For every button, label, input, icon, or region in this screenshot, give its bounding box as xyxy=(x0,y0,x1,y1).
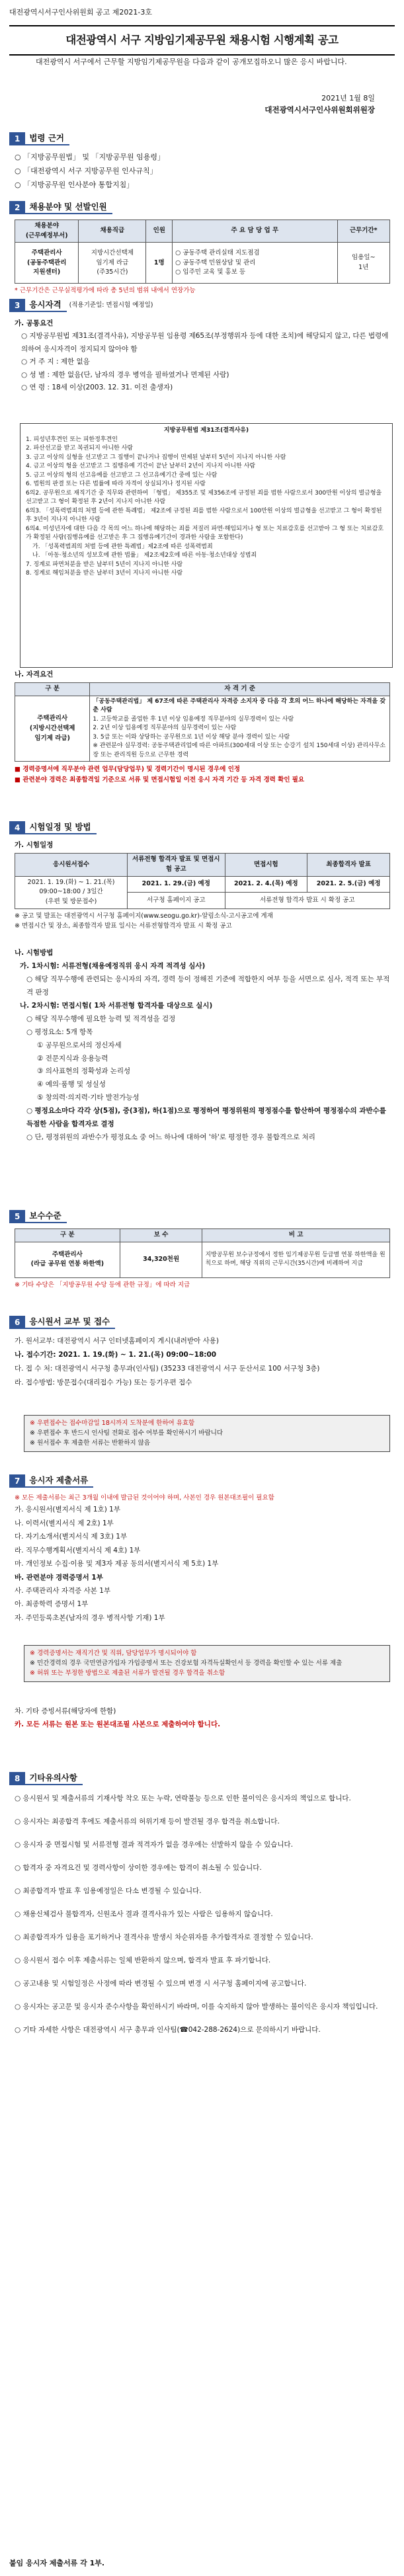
list-item: 나. 접수기간: 2021. 1. 19.(화) ~ 1. 21.(목) 09:00~18:00 xyxy=(15,1351,217,1359)
section-1-header xyxy=(9,132,69,145)
list-item: 나. 「아동·청소년의 성보호에 관한 법률」 제2조제2호에 따른 아동·청소년대상 성범죄 xyxy=(32,552,257,559)
list-item: 자. 주민등록초본(남자의 경우 병적사항 기재) 1부 xyxy=(15,1613,165,1622)
list-item: ○ 기타 자세한 사항은 대전광역시 서구 총무과 인사팀(☎042-288-2624)으로 문의하시기 바랍니다. xyxy=(15,2026,321,2034)
list-item: ○ 합격자 중 자격요건 및 경력사항이 상이한 경우에는 합격이 취소될 수 있습니다. xyxy=(15,1864,262,1872)
table-header: 면접시험 xyxy=(225,854,307,876)
recruitment-table-wrap xyxy=(15,220,390,296)
list-item: ○ 평정요소마다 각각 상(5점), 중(3점), 하(1점)으로 평정하여 평정위원의 평정점수를 합산하여 평정점수의 과반수를 득점한 사람을 합격자로 결정 xyxy=(26,1107,386,1129)
table-header: 비 고 xyxy=(202,1229,390,1242)
table-note: ■ 관련분야 경력은 최종합격일 기준으로 서류 및 면접시험일 이전 응시 자격 기간 등 자격 경력 확인 필요 xyxy=(15,776,305,784)
section-title: 응시자격 xyxy=(25,299,66,312)
list-item: 사. 주택관리사 자격증 사본 1부 xyxy=(15,1587,111,1595)
section-number: 1 xyxy=(9,132,25,145)
subsection-title: 나. 시험방법 xyxy=(15,949,54,957)
lead-note: ※ 모든 제출서류는 최근 3개월 이내에 발급된 것이어야 하며, 사본인 경우 원본대조필이 필요함 xyxy=(15,1494,274,1502)
salary-section xyxy=(15,1228,390,1290)
section-5-header xyxy=(9,1210,67,1223)
list-item: 가. 「성폭력범죄의 처벌 등에 관한 특례법」제2조에 따른 성폭력범죄 xyxy=(32,543,213,550)
list-item: 라. 직무수행계획서(별지서식 제 4호) 1부 xyxy=(15,1546,141,1554)
section-title: 법령 근거 xyxy=(25,132,69,145)
page-title: 대전광역시 서구 지방임기제공무원 채용시험 시행계획 공고 xyxy=(9,25,395,56)
section-title: 응시자 제출서류 xyxy=(25,1474,93,1488)
section-2-header xyxy=(9,201,112,214)
table-note: ※ 공고 및 발표는 대전광역시 서구청 홈페이지(www.seogu.go.kr)-알림소식-고시공고에 게재 xyxy=(15,912,273,920)
list-item: 라. 접수방법: 방문접수(대리접수 가능) 또는 등기우편 접수 xyxy=(15,1379,192,1387)
list-item: ⑤ 창의력·의지력·기타 발전가능성 xyxy=(37,1094,140,1102)
section-4-header xyxy=(9,821,97,834)
issuer: 대전광역시서구인사위원회위원장 xyxy=(264,105,375,114)
table-cell: 지방시간선택제 임기제 라급 (주35시간) xyxy=(79,243,146,284)
table-header: 서류전형 합격자 발표 및 면접시험 공고 xyxy=(128,854,225,876)
table-header: 근무기간* xyxy=(337,220,389,243)
section-3-header xyxy=(9,299,153,312)
section-number: 8 xyxy=(9,1772,25,1785)
recruitment-table xyxy=(15,220,390,284)
section-number: 7 xyxy=(9,1474,25,1488)
section-title: 응시원서 교부 및 접수 xyxy=(25,1316,115,1329)
list-item: 6의4. 미성년자에 대한 다음 각 목의 어느 하나에 해당하는 죄를 저질러 파면·해임되거나 형 또는 치료감호를 선고받아 그 형 또는 치료감호가 확정된 사람(집행유예를 선고받은 후 그 집행유예기간이 경과한 사람을 포함한다) xyxy=(26,525,384,541)
application-notice-box xyxy=(24,1415,390,1452)
subsection-title: 나. 자격요건 xyxy=(15,670,54,678)
box-title: 지방공무원법 제31조(결격사유) xyxy=(163,427,249,434)
law-item: ○ 「지방공무원 인사분야 통합지침」 xyxy=(15,180,134,189)
documents-notice-box xyxy=(24,1645,390,1682)
table-cell: 2021. 2. 5.(금) 예정 xyxy=(307,876,390,893)
list-item: 8. 징계로 해임처분을 받은 날부터 3년이 지나지 아니한 사람 xyxy=(26,570,183,577)
disqualification-box xyxy=(20,423,393,668)
list-item: 나. 이력서(별지서식 제 2호) 1부 xyxy=(15,1519,114,1527)
table-cell: 1명 xyxy=(146,243,173,284)
list-item: 가. 원서교부: 대전광역시 서구 인터넷홈페이지 게시(내려받아 사용) xyxy=(15,1337,219,1345)
documents-tail xyxy=(15,1705,390,1732)
section-title: 보수수준 xyxy=(25,1210,66,1223)
notice-number: 대전광역시서구인사위원회 공고 제2021-3호 xyxy=(9,8,152,17)
list-item: ○ 지방공무원법 제31조(결격사유), 지방공무원 임용령 제65조(부정행위자 등에 대한 조치)에 해당되지 않고, 다른 법령에 의하여 응시자격이 정지되지 않아야 함 xyxy=(21,332,389,353)
application-section xyxy=(15,1334,390,1390)
section-6-header xyxy=(9,1316,115,1329)
list-item: 차. 기타 증빙서류(해당자에 한함) xyxy=(15,1707,116,1715)
list-item: ○ 응시자는 최종합격 후에도 제출서류의 허위기재 등이 발견될 경우 합격을 취소합니다. xyxy=(15,1818,280,1826)
section-title: 시험일정 및 방법 xyxy=(25,821,96,834)
list-item: 4. 금고 이상의 형을 선고받고 그 집행유예 기간이 끝난 날부터 2년이 지나지 아니한 사람 xyxy=(26,463,256,469)
list-item: ③ 의사표현의 정확성과 논리성 xyxy=(37,1067,131,1076)
table-header: 최종합격자 발표 xyxy=(307,854,390,876)
list-item: 아. 최종학력 증명서 1부 xyxy=(15,1600,89,1609)
table-cell: 2021. 1. 29.(금) 예정 xyxy=(128,876,225,893)
list-item: 6. 법원의 판결 또는 다른 법률에 따라 자격이 상실되거나 정지된 사람 xyxy=(26,481,206,487)
table-header: 보 수 xyxy=(120,1229,202,1242)
schedule-table xyxy=(15,853,390,909)
list-item: ※ 원서접수 후 제출한 서류는 반환하지 않음 xyxy=(30,1439,151,1447)
list-item: ※ 우편접수 후 반드시 인사팀 전화로 접수 여부를 확인하시기 바랍니다 xyxy=(30,1429,223,1437)
salary-table xyxy=(15,1228,390,1278)
table-cell: 「공동주택관리법」 제 67조에 따른 주택관리사 자격증 소지자 중 다음 각 호의 어느 하나에 해당하는 자격을 갖춘 사람 1. 고등학교를 졸업한 후 1년 이상 임용예정 직무분야의 실무경력이 있는 사람 2. 2년 이상 임용예정 직무분야의 실무경력이 있는 사람 3. 5급 또는 이와 상당하는 공무원으로 1년 이상 해당 분야 경력이 있는 사람 ※ 관련분야 실무경력: 공동주택관리업에 따른 아파트(300세대 이상 또는 승강기 설치 150세대 이상) 관리사무소장 또는 관리직원 등으로 근무한 경력 xyxy=(90,696,390,762)
list-item: 가. 응시원서(별지서식 제 1호) 1부 xyxy=(15,1506,120,1514)
list-item: ○ 성 별 : 제한 없음(단, 남자의 경우 병역을 필하였거나 면제된 사람) xyxy=(21,370,229,379)
list-item: ※ 우편접수는 접수마감일 18시까지 도착분에 한하여 유효함 xyxy=(30,1420,195,1427)
list-item: ○ 응시자는 공고문 및 응시자 준수사항을 확인하시기 바라며, 이를 숙지하지 않아 발생하는 불이익은 응시자 책임입니다. xyxy=(15,2003,378,2011)
law-item: ○ 「대전광역시 서구 지방공무원 인사규칙」 xyxy=(15,166,157,175)
table-header: 채용분야 (근무예정부서) xyxy=(15,220,79,243)
table-note: ※ 기타 수당은 「지방공무원 수당 등에 관한 규정」에 따라 지급 xyxy=(15,1281,190,1289)
list-item: ○ 최종합격자가 임용을 포기하거나 결격사유 발생시 차순위자를 추가합격자로 결정할 수 있습니다. xyxy=(15,1933,313,1941)
table-header: 자 격 기 준 xyxy=(90,683,390,696)
list-item: 마. 개인정보 수집·이용 및 제3자 제공 동의서(별지서식 제 5호) 1부 xyxy=(15,1560,219,1568)
table-cell: 서구청 홈페이지 공고 xyxy=(128,893,225,909)
section-number: 3 xyxy=(9,299,25,312)
list-item: 6의2. 공무원으로 재직기간 중 직무와 관련하여 「형법」 제355조 및 제356조에 규정된 죄를 범한 사람으로서 300만원 이상의 벌금형을 선고받고 그 형이 확정된 후 2년이 지나지 아니한 사람 xyxy=(26,489,382,505)
section-title: 기타유의사항 xyxy=(25,1772,82,1785)
list-item: ○ 최종합격자 발표 후 임용예정일은 다소 변경될 수 있습니다. xyxy=(15,1887,202,1895)
list-item: ④ 예의·품행 및 성실성 xyxy=(37,1080,106,1089)
table-header: 인원 xyxy=(146,220,173,243)
list-item: 2. 파산선고를 받고 복권되지 아니한 사람 xyxy=(26,445,133,452)
list-item: 3. 금고 이상의 실형을 선고받고 그 집행이 끝나거나 집행이 면제된 날부터 5년이 지나지 아니한 사람 xyxy=(26,454,286,461)
documents-section xyxy=(15,1493,390,1625)
list-item: 7. 징계로 파면처분을 받은 날부터 5년이 지나지 아니한 사람 xyxy=(26,561,183,568)
section-title: 채용분야 및 선발인원 xyxy=(25,201,112,214)
subsection-title: 가. 시험일정 xyxy=(15,841,54,849)
notice-date: 2021년 1월 8일 xyxy=(321,94,375,102)
list-item: 카. 모든 서류는 원본 또는 원본대조필 사본으로 제출하여야 합니다. xyxy=(15,1720,221,1729)
subsection-title: 가. 공통요건 xyxy=(15,319,54,327)
list-item: 바. 관련분야 경력증명서 1부 xyxy=(15,1573,103,1582)
qualification-section xyxy=(15,669,390,785)
table-header: 채용직급 xyxy=(79,220,146,243)
list-item: ② 전문지식과 응용능력 xyxy=(37,1054,108,1063)
table-cell: 2021. 1. 19.(화) ~ 1. 21.(목) 09:00~18:00 / 3일간 (우편 및 방문접수) xyxy=(15,876,128,908)
attachment-note: 붙임 응시자 제출서류 각 1부. xyxy=(9,2559,105,2567)
table-note: ■ 경력증명서에 직무분야 관련 업무(담당업무) 및 경력기간이 명시된 경우에 인정 xyxy=(15,766,241,774)
table-cell: ○ 공동주택 관리실태 지도점검 ○ 공동주택 민원상담 및 관리 ○ 입주민 교육 및 홍보 등 xyxy=(173,243,337,284)
table-header: 구 분 xyxy=(15,1229,120,1242)
table-cell: 주택관리사 (라급 공무원 연봉 하한액) xyxy=(15,1242,120,1277)
table-cell: 임용일~ 1년 xyxy=(337,243,389,284)
list-item: 1. 피성년후견인 또는 피한정후견인 xyxy=(26,436,118,443)
list-item: ○ 응시자 중 면접시험 및 서류전형 결과 적격자가 없을 경우에는 선발하지 않을 수 있습니다. xyxy=(15,1841,294,1849)
section-number: 2 xyxy=(9,201,25,214)
table-header: 구 분 xyxy=(15,683,90,696)
table-cell: 2021. 2. 4.(목) 예정 xyxy=(225,876,307,893)
list-item: 5. 금고 이상의 형의 선고유예를 선고받고 그 선고유예기간 중에 있는 사람 xyxy=(26,471,218,479)
section-7-header xyxy=(9,1474,93,1488)
table-note: ※ 면접시간 및 장소, 최종합격자 발표 일시는 서류전형합격자 발표 시 확정 공고 xyxy=(15,922,232,930)
list-item: ○ 응시원서 및 제출서류의 기재사항 착오 또는 누락, 연락불능 등으로 인한 불이익은 응시자의 책임으로 합니다. xyxy=(15,1794,351,1802)
list-item: ※ 경력증명서는 재직기간 및 직위, 담당업무가 명시되어야 함 xyxy=(30,1650,197,1657)
table-cell: 서류전형 합격자 발표 시 확정 공고 xyxy=(225,893,390,909)
intro-text: 대전광역시 서구에서 근무할 지방임기제공무원을 다음과 같이 공개모집하오니 많은 응시 바랍니다. xyxy=(36,58,347,66)
list-item: ○ 응시원서 접수 이후 제출서류는 일체 반환하지 않으며, 합격자 발표 후 파기합니다. xyxy=(15,1956,271,1964)
list-item: ※ 허위 또는 부정한 방법으로 제출된 서류가 발견될 경우 합격을 취소함 xyxy=(30,1670,225,1677)
list-item: ○ 단, 평정위원의 과반수가 평정요소 중 어느 하나에 대하여 '하'로 평정한 경우 불합격으로 처리 xyxy=(26,1133,315,1142)
list-item: ○ 해당 직무수행에 관련되는 응시자의 자격, 경력 등이 정해진 기준에 적합한지 여부 등을 서면으로 심사, 적격 또는 부적격 판정 xyxy=(26,975,390,996)
list-item: ① 공무원으로서의 정신자세 xyxy=(37,1041,122,1049)
table-cell: 지방공무원 보수규정에서 정한 임기제공무원 등급별 연봉 하한액을 원칙으로 하며, 해당 직위의 근무시간(35시간)에 비례하여 지급 xyxy=(202,1242,390,1277)
list-item: 나. 2차시험: 면접시험( 1차 서류전형 합격자를 대상으로 실시) xyxy=(20,1001,213,1010)
list-item: 가. 1차시험: 서류전형(채용예정직위 응시 자격 적격성 심사) xyxy=(20,961,206,970)
section-number: 4 xyxy=(9,821,25,834)
table-cell: 주택관리사 (지방시간선택제 임기제 라급) xyxy=(15,696,90,762)
list-item: ○ 연 령 : 18세 이상(2003. 12. 31. 이전 출생자) xyxy=(21,383,173,392)
list-item: ○ 거 주 지 : 제한 없음 xyxy=(21,358,90,366)
list-item: 6의3. 「성폭력범죄의 처벌 등에 관한 특례법」 제2조에 규정된 죄를 범한 사람으로서 100만원 이상의 벌금형을 선고받고 그 형이 확정된 후 3년이 지나지 아니한 사람 xyxy=(26,507,382,523)
list-item: ○ 공고내용 및 시험일정은 사정에 따라 변경될 수 있으며 변경 시 서구청 홈페이지에 공고합니다. xyxy=(15,1980,307,1988)
list-item: 다. 자기소개서(별지서식 제 3호) 1부 xyxy=(15,1533,128,1541)
list-item: ○ 평정요소: 5개 항목 xyxy=(26,1027,93,1036)
qualification-table xyxy=(15,682,390,762)
notes-list xyxy=(15,1792,390,2046)
table-note: * 근무기간은 근무실적평가에 따라 총 5년의 범위 내에서 연장가능 xyxy=(15,287,196,295)
section-subtitle: (적용기준일: 면접시험 예정일) xyxy=(69,301,153,309)
table-cell: 34,320천원 xyxy=(120,1242,202,1277)
section-number: 5 xyxy=(9,1210,25,1223)
exam-method-section xyxy=(15,947,390,1145)
list-item: ※ 민간경력의 경우 국민연금가입자 가입증명서 또는 건강보험 자격득실확인서 등 경력을 확인할 수 있는 서류 제출 xyxy=(30,1660,343,1668)
list-item: 다. 접 수 처: 대전광역시 서구청 총무과(인사팀) (35233 대전광역시 서구 둔산서로 100 서구청 3층) xyxy=(15,1365,320,1373)
schedule-section xyxy=(15,840,390,931)
table-cell: 주택관리사 (공동주택관리 지원센터) xyxy=(15,243,79,284)
section-8-header xyxy=(9,1772,83,1785)
table-header: 응시원서접수 xyxy=(15,854,128,876)
list-item: ○ 해당 직무수행에 필요한 능력 및 적격성을 검정 xyxy=(26,1014,176,1023)
common-requirements xyxy=(15,317,390,395)
table-header: 주 요 담 당 업 무 xyxy=(173,220,337,243)
law-item: ○ 「지방공무원법」 및 「지방공무원 임용령」 xyxy=(15,153,165,161)
section-number: 6 xyxy=(9,1316,25,1329)
law-basis-list xyxy=(15,151,390,192)
list-item: ○ 채용신체검사 불합격자, 신원조사 결과 결격사유가 있는 사람은 임용하지 않습니다. xyxy=(15,1910,273,1918)
